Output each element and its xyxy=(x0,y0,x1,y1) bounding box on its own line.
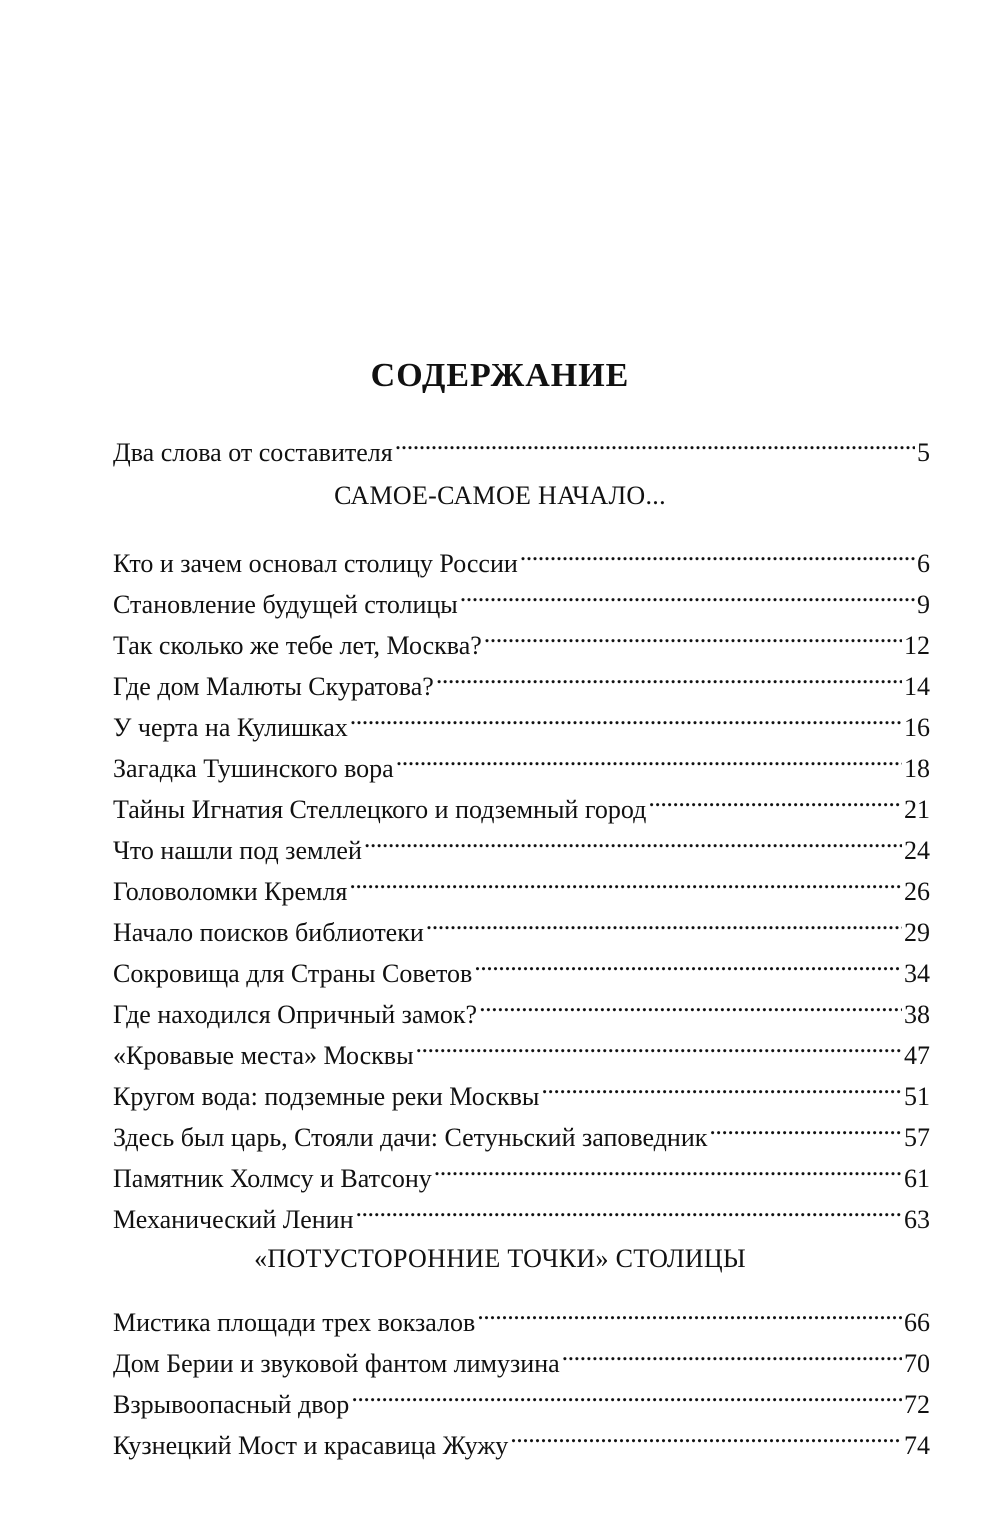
section-entries xyxy=(113,1290,930,1460)
toc-entry-page: 51 xyxy=(904,1082,930,1111)
toc-entry xyxy=(113,531,930,578)
dot-leader xyxy=(356,1187,903,1228)
dot-leader xyxy=(436,654,902,695)
dot-leader xyxy=(426,900,902,941)
toc-entry-label: Кто и зачем основал столицу России xyxy=(113,549,518,578)
toc-entry-page: 47 xyxy=(904,1041,930,1070)
dot-leader xyxy=(477,1290,902,1331)
dot-leader xyxy=(709,1105,902,1146)
toc-entry-label: Кузнецкий Мост и красавица Жужу xyxy=(113,1431,509,1460)
toc-entry-page: 38 xyxy=(904,1000,930,1029)
toc-entry-page: 5 xyxy=(917,438,930,467)
toc-entry-label: Становление будущей столицы xyxy=(113,590,458,619)
toc-entry-page: 57 xyxy=(904,1123,930,1152)
toc-entry-label: Сокровища для Страны Советов xyxy=(113,959,473,988)
toc-entry-page: 21 xyxy=(904,795,930,824)
table-of-contents xyxy=(113,420,930,1460)
toc-entry-label: Что нашли под землей xyxy=(113,836,362,865)
toc-entry-label: Кругом вода: подземные реки Москвы xyxy=(113,1082,540,1111)
toc-entry-label: У черта на Кулишках xyxy=(113,713,348,742)
toc-entry-page: 74 xyxy=(904,1431,930,1460)
toc-entry-page: 66 xyxy=(904,1308,930,1337)
toc-entry-page: 34 xyxy=(904,959,930,988)
toc-entry-label: Дом Берии и звуковой фантом лимузина xyxy=(113,1349,560,1378)
dot-leader xyxy=(479,982,902,1023)
dot-leader xyxy=(520,531,915,572)
dot-leader xyxy=(434,1146,902,1187)
toc-entry-label: Тайны Игнатия Стеллецкого и подземный город xyxy=(113,795,647,824)
dot-leader xyxy=(484,613,902,654)
dot-leader xyxy=(460,572,915,613)
toc-entry-page: 29 xyxy=(904,918,930,947)
page-title: СОДЕРЖАНИЕ xyxy=(370,357,630,394)
dot-leader xyxy=(364,818,902,859)
toc-entry-label: Головоломки Кремля xyxy=(113,877,348,906)
toc-entry-page: 26 xyxy=(904,877,930,906)
section-entries xyxy=(113,531,930,1234)
dot-leader xyxy=(416,1023,902,1064)
toc-entry-page: 61 xyxy=(904,1164,930,1193)
toc-entry-page: 18 xyxy=(904,754,930,783)
dot-leader xyxy=(349,859,902,900)
toc-entry xyxy=(113,1290,930,1337)
dot-leader xyxy=(396,736,902,777)
toc-entry-label: Где находился Опричный замок? xyxy=(113,1000,478,1029)
dot-leader xyxy=(562,1331,902,1372)
dot-leader xyxy=(541,1064,902,1105)
toc-entry-page: 24 xyxy=(904,836,930,865)
dot-leader xyxy=(510,1413,902,1454)
section-title: САМОЕ-САМОЕ НАЧАЛО... xyxy=(334,481,666,510)
dot-leader xyxy=(648,777,902,818)
toc-entry-label: Начало поисков библиотеки xyxy=(113,918,424,947)
toc-entry-page: 63 xyxy=(904,1205,930,1234)
toc-entry-page: 14 xyxy=(904,672,930,701)
toc-entry-label: Где дом Малюты Скуратова? xyxy=(113,672,434,701)
toc-entry-label: Механический Ленин xyxy=(113,1205,354,1234)
toc-entry-page: 12 xyxy=(904,631,930,660)
toc-entry-page: 70 xyxy=(904,1349,930,1378)
toc-entry-page: 72 xyxy=(904,1390,930,1419)
toc-entry xyxy=(113,420,930,467)
toc-entry-page: 16 xyxy=(904,713,930,742)
toc-entry-label: Загадка Тушинского вора xyxy=(113,754,394,783)
dot-leader xyxy=(474,941,902,982)
toc-entry-label: Так сколько же тебе лет, Москва? xyxy=(113,631,482,660)
dot-leader xyxy=(351,1372,902,1413)
toc-entry-page: 6 xyxy=(917,549,930,578)
section-title: «ПОТУСТОРОННИЕ ТОЧКИ» СТОЛИЦЫ xyxy=(254,1244,746,1273)
dot-leader xyxy=(395,420,915,461)
toc-entry-label: Здесь был царь, Стояли дачи: Сетуньский заповедник xyxy=(113,1123,708,1152)
toc-entry-label: Взрывоопасный двор xyxy=(113,1390,350,1419)
toc-entry-label: Два слова от составителя xyxy=(113,438,393,467)
toc-entry-page: 9 xyxy=(917,590,930,619)
toc-entry-label: «Кровавые места» Москвы xyxy=(113,1041,414,1070)
toc-entry-label: Памятник Холмсу и Ватсону xyxy=(113,1164,432,1193)
toc-entry-label: Мистика площади трех вокзалов xyxy=(113,1308,476,1337)
dot-leader xyxy=(350,695,902,736)
